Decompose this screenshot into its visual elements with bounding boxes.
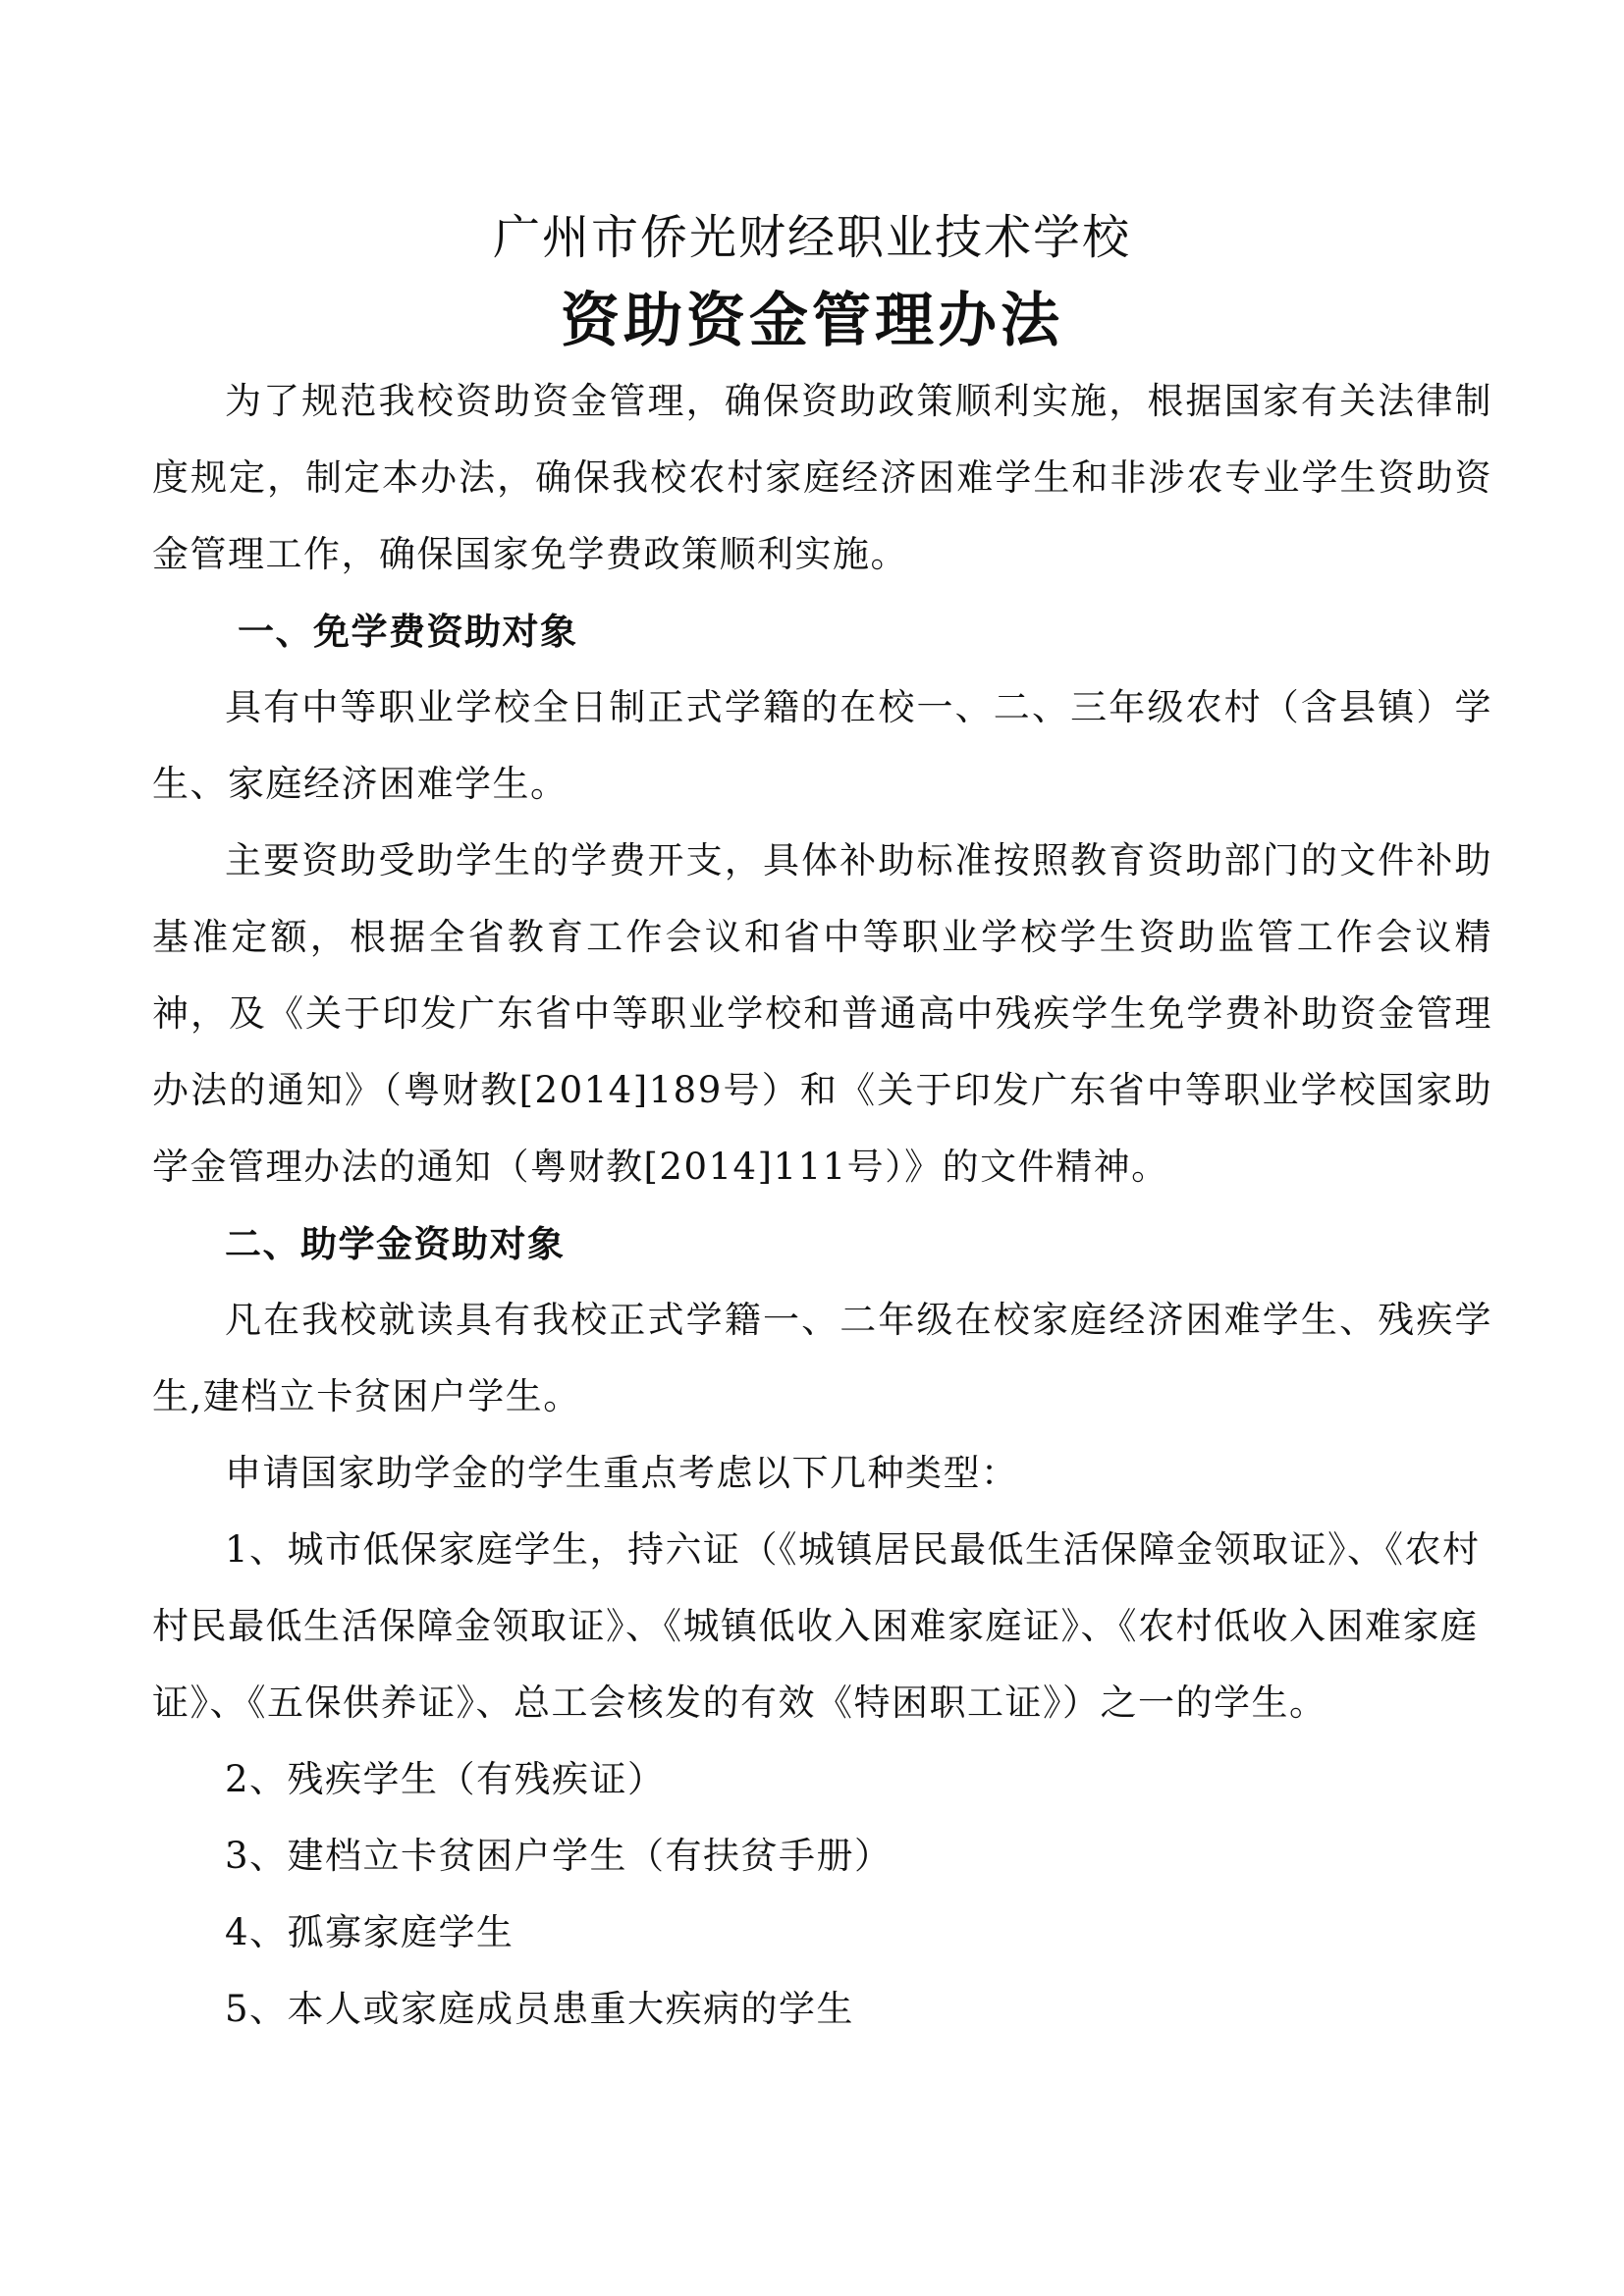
- list-item: 1、城市低保家庭学生，持六证（《城镇居民最低生活保障金领取证》、《农村村民最低生活保障金领取证》、《城镇低收入困难家庭证》、《农村低收入困难家庭证》、《五保供养证》、总工会核发的有效《特困职工证》）之一的学生。: [152, 1528, 1481, 1724]
- document-title: 资助资金管理办法: [561, 287, 1063, 355]
- section-2-paragraph-1: 凡在我校就读具有我校正式学籍一、二年级在校家庭经济困难学生、残疾学生,建档立卡贫困户学生。: [152, 1299, 1492, 1417]
- list-item: 4、孤寡家庭学生: [225, 1911, 514, 1953]
- section-2-heading: 二、助学金资助对象: [225, 1222, 566, 1265]
- list-item: 2、残疾学生（有残疾证）: [225, 1758, 666, 1800]
- document-body: [152, 363, 1492, 2048]
- section-1-paragraph-1: 具有中等职业学校全日制正式学籍的在校一、二、三年级农村（含县镇）学生、家庭经济困难学生。: [152, 686, 1492, 805]
- list-item: 3、建档立卡贫困户学生（有扶贫手册）: [225, 1835, 893, 1877]
- section-2-paragraph-2: 申请国家助学金的学生重点考虑以下几种类型：: [225, 1452, 1019, 1494]
- title-block: [0, 201, 1624, 368]
- section-1-heading: 一、免学费资助对象: [238, 610, 578, 653]
- list-item: 5、本人或家庭成员患重大疾病的学生: [225, 1988, 855, 2030]
- school-name-title: 广州市侨光财经职业技术学校: [492, 210, 1131, 265]
- intro-paragraph: 为了规范我校资助资金管理，确保资助政策顺利实施，根据国家有关法律制度规定，制定本办法，确保我校农村家庭经济困难学生和非涉农专业学生资助资金管理工作，确保国家免学费政策顺利实施。: [152, 380, 1492, 575]
- section-1-paragraph-2: 主要资助受助学生的学费开支，具体补助标准按照教育资助部门的文件补助基准定额，根据全省教育工作会议和省中等职业学校学生资助监管工作会议精神，及《关于印发广东省中等职业学校和普通高中残疾学生免学费补助资金管理办法的通知》（粤财教[2014]189号）和《关于印发广东省中等职业学校国家助学金管理办法的通知（粤财教[2014]111号）》的文件精神。: [152, 839, 1492, 1188]
